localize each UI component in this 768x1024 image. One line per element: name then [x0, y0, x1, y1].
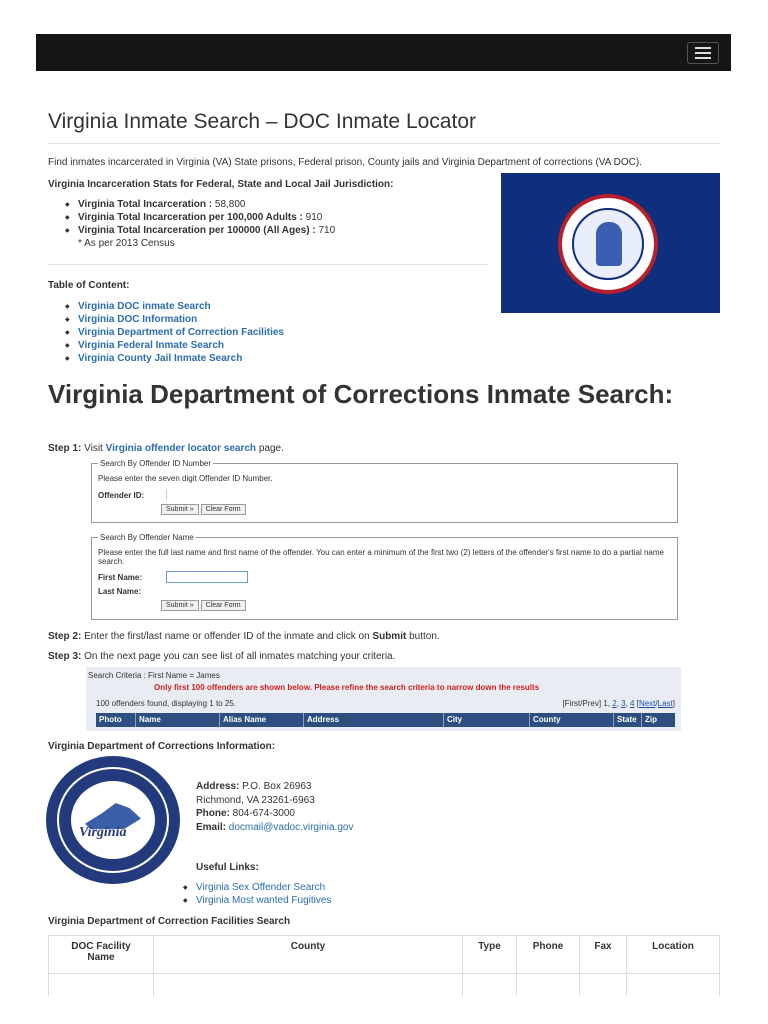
offender-id-label: Offender ID:: [98, 490, 145, 500]
column-header: Type: [463, 936, 517, 974]
flag-seal-icon: [558, 194, 658, 294]
table-row: [49, 974, 720, 997]
column-header: County: [154, 936, 463, 974]
stats-list: [48, 198, 335, 237]
results-count: 100 offenders found, displaying 1 to 25.: [96, 699, 236, 708]
top-navbar: [36, 34, 731, 71]
facilities-heading: Virginia Department of Correction Facilities Search: [48, 916, 291, 927]
column-header[interactable]: Photo: [96, 713, 136, 727]
step-2: Step 2: Enter the first/last name or offender ID of the inmate and click on Submit button.: [48, 631, 440, 642]
column-header: Phone: [517, 936, 580, 974]
table-header-row: [49, 936, 720, 974]
section-divider: [48, 264, 488, 265]
last-name-label: Last Name:: [98, 586, 142, 596]
most-wanted-link[interactable]: Virginia Most wanted Fugitives: [196, 895, 332, 906]
useful-links-heading: Useful Links:: [196, 862, 259, 873]
toc-link-facilities[interactable]: Virginia Department of Correction Facilities: [78, 327, 284, 338]
stats-heading: Virginia Incarceration Stats for Federal, State and Local Jail Jurisdiction:: [48, 179, 394, 190]
stats-item: ◆ Virginia Total Incarceration : 58,800: [48, 198, 335, 211]
name-submit-button[interactable]: Submit »: [161, 600, 199, 611]
last-name-input[interactable]: [166, 585, 248, 597]
doc-seal-logo: Virginia: [46, 756, 180, 884]
toc-link-doc-information[interactable]: Virginia DOC Information: [78, 314, 198, 325]
facilities-table: [48, 935, 720, 996]
pager-next-link[interactable]: Next: [638, 699, 656, 708]
results-warning: Only first 100 offenders are shown below. Please refine the search criteria to narrow down the results: [154, 683, 540, 692]
offender-id-clear-button[interactable]: Clear Form: [201, 504, 246, 515]
column-header[interactable]: State: [614, 713, 642, 727]
pager-link[interactable]: 2: [612, 699, 617, 708]
column-header: DOC Facility Name: [49, 936, 154, 974]
first-name-input[interactable]: [166, 571, 248, 583]
column-header[interactable]: City: [444, 713, 530, 727]
doc-contact-info: Address: P.O. Box 26963 Richmond, VA 23261-6963 Phone: 804-674-3000 Email: docmail@vadoc.virginia.gov: [196, 781, 354, 833]
stats-item: ◆ Virginia Total Incarceration per 100,000 Adults : 910: [48, 211, 335, 224]
offender-id-input[interactable]: [166, 489, 248, 501]
doc-info-heading: Virginia Department of Corrections Information:: [48, 741, 276, 752]
census-note: * As per 2013 Census: [78, 238, 175, 249]
search-results-screenshot: [86, 667, 681, 731]
section-title: Virginia Department of Corrections Inmate Search:: [48, 379, 674, 409]
pager-link[interactable]: 4: [630, 699, 635, 708]
step-1: Step 1: Visit Virginia offender locator search page.: [48, 443, 284, 454]
toc-link-doc-inmate-search[interactable]: Virginia DOC inmate Search: [78, 301, 211, 312]
offender-id-submit-button[interactable]: Submit »: [161, 504, 199, 515]
page-title: Virginia Inmate Search – DOC Inmate Locator: [48, 110, 476, 133]
toc-link-federal-search[interactable]: Virginia Federal Inmate Search: [78, 340, 224, 351]
results-pager: [First/Prev] 1, 2, 3, 4 [Next/Last]: [562, 699, 675, 708]
doc-email-link[interactable]: docmail@vadoc.virginia.gov: [228, 821, 354, 833]
offender-id-form: Search By Offender ID Number Please enter the seven digit Offender ID Number. Offender ID: Submit » Clear Form: [91, 459, 678, 523]
column-header[interactable]: Name: [136, 713, 220, 727]
offender-name-form: Search By Offender Name Please enter the full last name and first name of the offender. You can enter a minimum of the first two (2) letters of the offender's first name to do a partial name search. First Name: Last Name: Submit » Clear Form: [91, 533, 678, 620]
stats-item: ◆ Virginia Total Incarceration per 100000 (All Ages) : 710: [48, 224, 335, 237]
intro-text: Find inmates incarcerated in Virginia (VA) State prisons, Federal prison, County jails and Virginia Department of corrections (VA DOC).: [48, 157, 642, 168]
pager-last-link[interactable]: Last: [657, 699, 673, 708]
name-clear-button[interactable]: Clear Form: [201, 600, 246, 611]
toc-heading: Table of Content:: [48, 280, 130, 291]
column-header: Fax: [580, 936, 627, 974]
step-3: Step 3: On the next page you can see list of all inmates matching your criteria.: [48, 651, 396, 662]
toc-link-county-jail-search[interactable]: Virginia County Jail Inmate Search: [78, 353, 243, 364]
offender-locator-link[interactable]: Virginia offender locator search: [105, 443, 257, 454]
column-header: Location: [627, 936, 720, 974]
results-header-row: [96, 713, 675, 727]
column-header[interactable]: Zip: [645, 715, 657, 724]
pager-link[interactable]: 3: [621, 699, 626, 708]
first-name-label: First Name:: [98, 572, 143, 582]
search-criteria: Search Criteria : First Name = James: [88, 671, 220, 680]
useful-links-list: [166, 881, 331, 907]
column-header[interactable]: County: [530, 713, 614, 727]
sex-offender-search-link[interactable]: Virginia Sex Offender Search: [196, 882, 326, 893]
column-header[interactable]: Alias Name: [220, 713, 304, 727]
toc-list: [48, 300, 284, 365]
hamburger-menu-icon[interactable]: [687, 42, 719, 64]
title-divider: [48, 143, 720, 144]
virginia-flag-image: [501, 173, 720, 313]
column-header[interactable]: Address: [304, 713, 444, 727]
